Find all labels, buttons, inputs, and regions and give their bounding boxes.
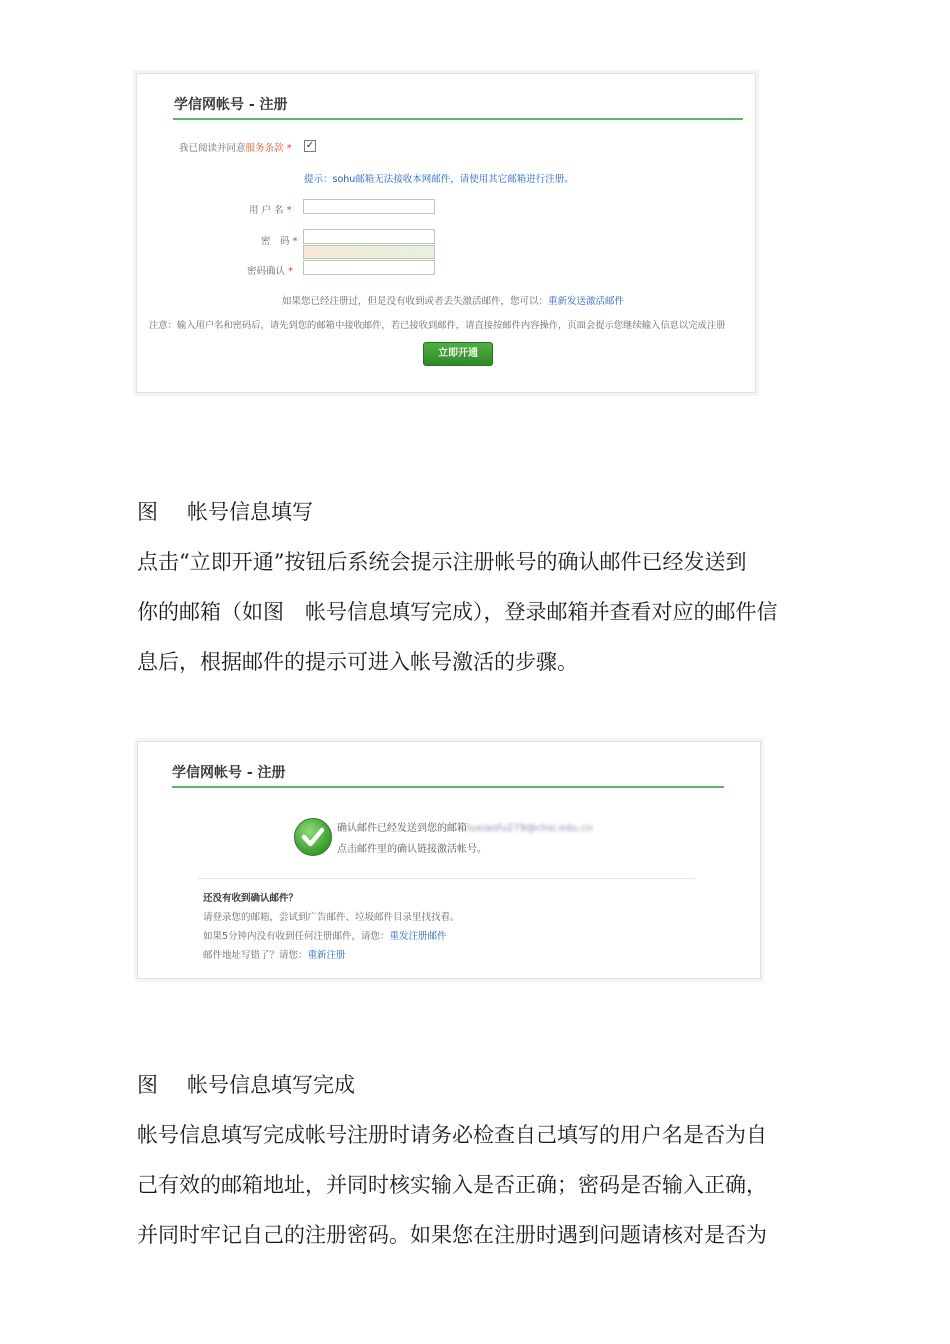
note-text: 注意：输入用户名和密码后，请先到您的邮箱中接收邮件，若已接收到邮件，请直接按邮件内容操作，页面会提示您继续输入信息以完成注册 xyxy=(149,320,726,331)
required-mark: * xyxy=(292,236,298,247)
title-rule xyxy=(172,786,724,788)
username-label: 用 户 名 xyxy=(249,205,284,216)
caption-figure-2 xyxy=(137,1060,355,1110)
form-title: 学信网帐号 - 注册 xyxy=(174,97,288,113)
paragraph-1-line-1: 点击“立即开通”按钮后系统会提示注册帐号的确认邮件已经发送到 xyxy=(137,550,747,574)
username-label-row xyxy=(249,202,292,216)
check-circle-icon xyxy=(294,818,332,856)
paragraph-1-line-3: 息后，根据邮件的提示可进入帐号激活的步骤。 xyxy=(137,650,578,674)
help-line-3-prefix: 邮件地址写错了？请您： xyxy=(203,950,308,961)
confirm-label-row xyxy=(247,263,293,277)
help-line-1: 请登录您的邮箱，尝试到广告邮件、垃圾邮件目录里找找看。 xyxy=(203,912,460,923)
caption-label: 图 xyxy=(137,1073,158,1097)
confirm-title: 学信网帐号 - 注册 xyxy=(172,765,286,781)
section-divider xyxy=(198,878,694,879)
sent-email-address: luxiaofu279@chsi.edu.cn xyxy=(467,823,593,834)
tip-text: 提示：sohu邮箱无法接收本网邮件，请使用其它邮箱进行注册。 xyxy=(304,174,574,185)
click-link-text: 点击邮件里的确认链接激活帐号。 xyxy=(337,844,487,855)
figure-registration-form xyxy=(136,73,756,393)
re-register-link[interactable]: 重新注册 xyxy=(307,950,346,961)
sent-prefix: 确认邮件已经发送到您的邮箱 xyxy=(337,823,467,834)
password-input[interactable] xyxy=(303,229,435,244)
caption-text: 帐号信息填写 xyxy=(187,500,313,524)
resend-row xyxy=(282,293,624,307)
agree-checkbox[interactable]: ✓ xyxy=(305,140,315,151)
username-input[interactable] xyxy=(303,199,435,214)
password-label-row xyxy=(261,233,298,247)
not-received-title: 还没有收到确认邮件？ xyxy=(203,893,299,904)
figure-confirmation xyxy=(137,741,761,979)
agree-row xyxy=(179,140,292,154)
resend-registration-link[interactable]: 重发注册邮件 xyxy=(389,931,447,942)
password-strength-bar xyxy=(303,245,435,259)
paragraph-2-line-1: 帐号信息填写完成帐号注册时请务必检查自己填写的用户名是否为自 xyxy=(137,1123,767,1147)
help-line-3 xyxy=(203,947,346,961)
confirm-password-input[interactable] xyxy=(303,260,435,275)
agree-prefix: 我已阅读并同意 xyxy=(179,143,246,154)
required-mark: * xyxy=(286,143,292,154)
paragraph-1-line-2: 你的邮箱（如图 帐号信息填写完成），登录邮箱并查看对应的邮件信 xyxy=(137,600,778,624)
caption-label: 图 xyxy=(137,500,158,524)
paragraph-2-line-2: 己有效的邮箱地址，并同时核实输入是否正确；密码是否输入正确， xyxy=(137,1173,767,1197)
title-rule xyxy=(173,118,743,120)
caption-figure-1 xyxy=(137,487,313,537)
resend-activation-link[interactable]: 重新发送激活邮件 xyxy=(548,296,625,307)
help-line-2-prefix: 如果5分钟内没有收到任何注册邮件，请您： xyxy=(203,931,390,942)
password-label: 密 码 xyxy=(261,236,290,247)
required-mark: * xyxy=(286,205,292,216)
paragraph-2-line-3: 并同时牢记自己的注册密码。如果您在注册时遇到问题请核对是否为 xyxy=(137,1223,767,1247)
help-line-2 xyxy=(203,928,447,942)
caption-text: 帐号信息填写完成 xyxy=(187,1073,355,1097)
activate-now-button[interactable]: 立即开通 xyxy=(423,342,493,366)
resend-text: 如果您已经注册过，但是没有收到或者丢失激活邮件，您可以： xyxy=(282,296,549,307)
sent-row xyxy=(337,819,593,834)
required-mark: * xyxy=(288,266,294,277)
terms-link[interactable]: 服务条款 xyxy=(245,143,284,154)
confirm-label: 密码确认 xyxy=(247,266,286,277)
